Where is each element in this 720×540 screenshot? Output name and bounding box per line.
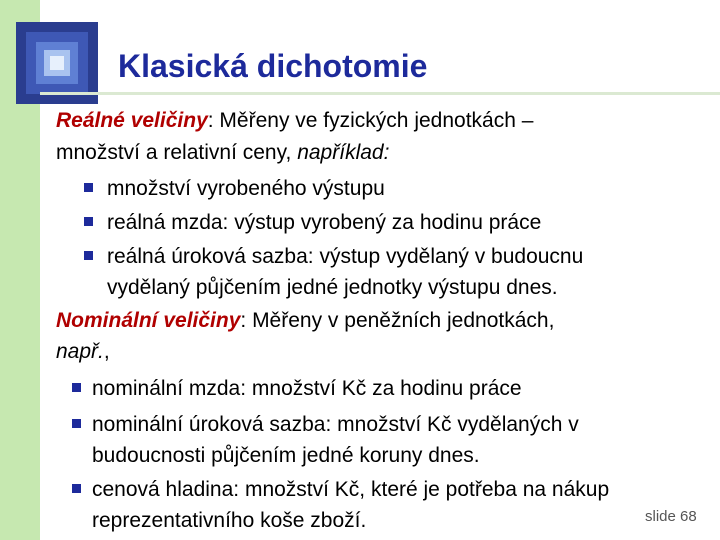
bullet-icon — [72, 419, 81, 428]
bullet-icon — [72, 484, 81, 493]
bullet-icon — [84, 251, 93, 260]
real-item-3-continued: vydělaný půjčením jedné jednotky výstupu dnes. — [107, 276, 558, 299]
bullet-icon — [72, 383, 81, 392]
nominal-colon: : — [240, 309, 247, 332]
real-definition-line1 — [56, 106, 533, 135]
real-item-1: množství vyrobeného výstupu — [107, 177, 385, 200]
slide-number: slide 68 — [645, 508, 697, 525]
nominal-desc: Měřeny v peněžních jednotkách, — [246, 309, 555, 332]
nominal-item-2-continued: budoucnosti půjčením jedné koruny dnes. — [92, 444, 480, 467]
real-desc: Měřeny ve fyzických jednotkách – — [213, 109, 534, 132]
bullet-icon — [84, 217, 93, 226]
bullet-icon — [84, 183, 93, 192]
nominal-example-punct: , — [103, 340, 110, 363]
real-desc2: množství a relativní ceny, — [56, 141, 298, 164]
nominal-example-label: např. — [56, 340, 104, 363]
nominal-definition-line2 — [56, 337, 110, 366]
real-term: Reálné veličiny — [56, 109, 208, 132]
slide-title: Klasická dichotomie — [118, 48, 428, 84]
nominal-term: Nominální veličiny — [56, 309, 241, 332]
nominal-definition-line1 — [56, 306, 554, 335]
real-colon: : — [207, 109, 214, 132]
nominal-item-3-continued: reprezentativního koše zboží. — [92, 509, 367, 532]
nominal-item-3: cenová hladina: množství Kč, které je potřeba na nákup — [92, 478, 610, 501]
title-divider — [40, 92, 720, 95]
real-item-3: reálná úroková sazba: výstup vydělaný v budoucnu — [107, 245, 584, 268]
nominal-item-2: nominální úroková sazba: množství Kč vydělaných v — [92, 413, 579, 436]
real-item-2: reálná mzda: výstup vyrobený za hodinu práce — [107, 211, 542, 234]
real-definition-line2 — [56, 138, 389, 167]
nominal-item-1: nominální mzda: množství Kč za hodinu práce — [92, 377, 522, 400]
real-example-label: například: — [297, 141, 390, 164]
